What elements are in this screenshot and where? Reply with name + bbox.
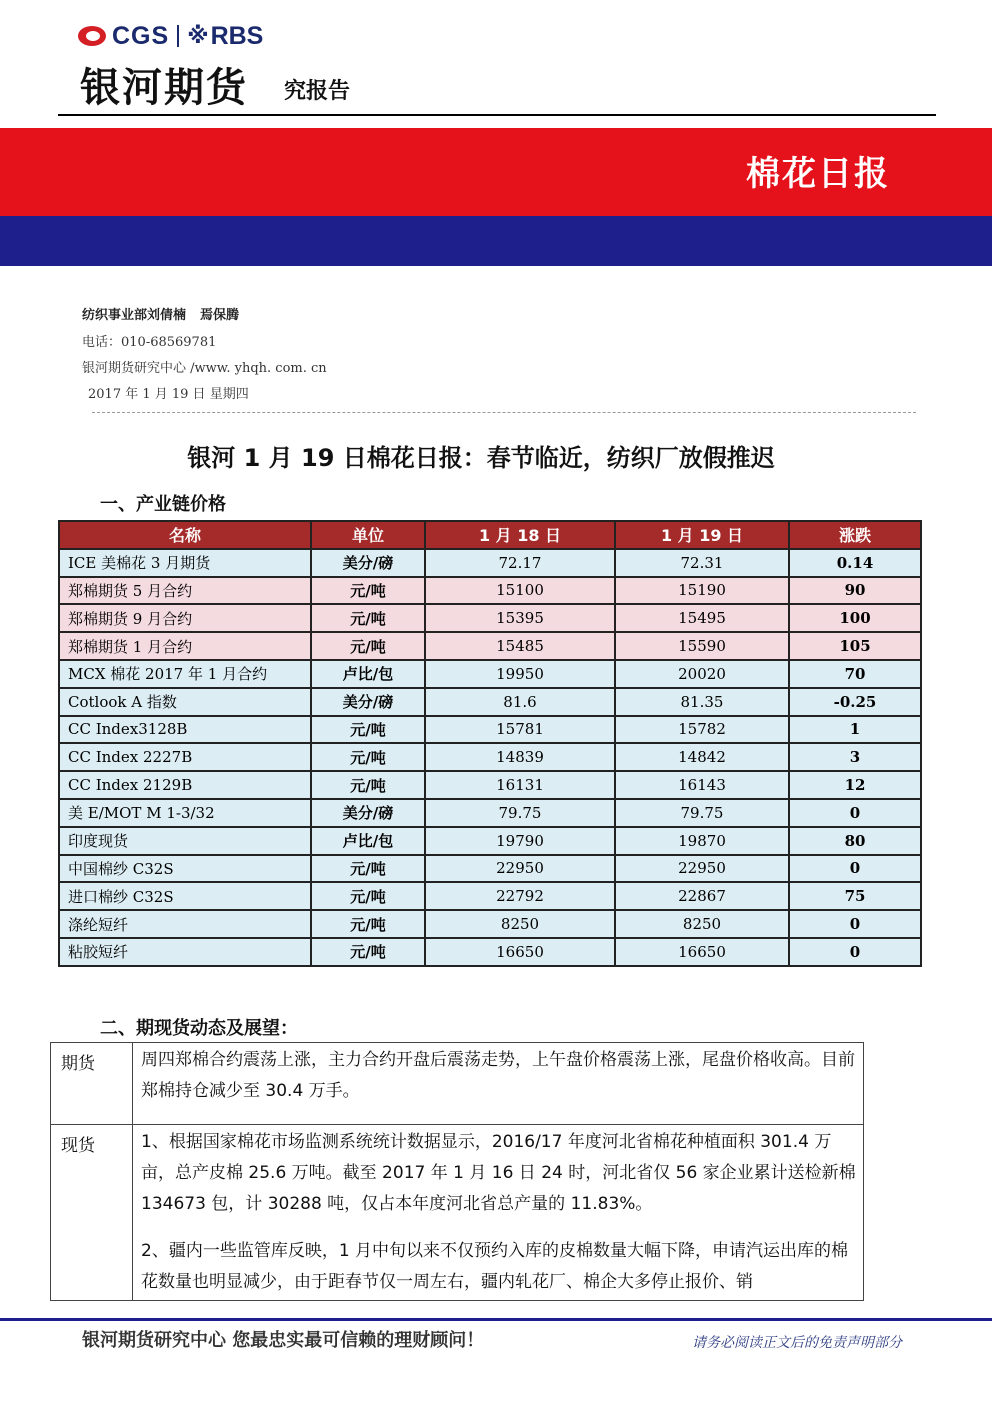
header-name: 名称 xyxy=(59,521,311,549)
row-name-cell: Cotlook A 指数 xyxy=(59,688,311,716)
row-unit-cell: 元/吨 xyxy=(311,855,425,883)
table-row xyxy=(59,855,921,883)
row-name-cell: 郑棉期货 1 月合约 xyxy=(59,632,311,660)
table-row xyxy=(59,938,921,966)
spot-paragraph-1: 1、根据国家棉花市场监测系统统计数据显示，2016/17 年度河北省棉花种植面积 301.4 万亩，总产皮棉 25.6 万吨。截至 2017 年 1 月 16 日 24 时，河北省仅 56 家企业累计送检新棉 134673 包，计 30288 吨，仅占本年度河北省总产量的 11.83%。 xyxy=(141,1132,856,1214)
row-unit-cell: 元/吨 xyxy=(311,882,425,910)
spot-paragraph-2: 2、疆内一些监管库反映，1 月中旬以来不仅预约入库的皮棉数量大幅下降，申请汽运出库的棉花数量也明显减少，由于距春节仅一周左右，疆内轧花厂、棉企大多停止报价、销 xyxy=(141,1241,849,1292)
report-title: 银河 1 月 19 日棉花日报：春节临近，纺织厂放假推迟 xyxy=(187,444,775,472)
table-row xyxy=(59,827,921,855)
banner-title: 棉花日报 xyxy=(746,154,890,194)
row-jan19-cell: 14842 xyxy=(615,743,789,771)
row-unit-cell: 元/吨 xyxy=(311,632,425,660)
row-jan19-cell: 22950 xyxy=(615,855,789,883)
table-row xyxy=(59,882,921,910)
price-table-header xyxy=(59,521,921,549)
row-name-cell: CC Index 2129B xyxy=(59,771,311,799)
table-row xyxy=(59,771,921,799)
banner-blue xyxy=(0,216,992,266)
table-row xyxy=(59,910,921,938)
table-row xyxy=(59,604,921,632)
row-change-cell: 0 xyxy=(789,910,921,938)
header-jan18: 1 月 18 日 xyxy=(425,521,615,549)
row-unit-cell: 元/吨 xyxy=(311,910,425,938)
futures-row xyxy=(51,1043,864,1125)
row-jan18-cell: 16650 xyxy=(425,938,615,966)
footer-slogan: 银河期货研究中心 您最忠实最可信赖的理财顾问！ xyxy=(82,1330,485,1351)
row-jan18-cell: 14839 xyxy=(425,743,615,771)
spot-label: 现货 xyxy=(51,1125,133,1301)
footer-disclaimer: 请务必阅读正文后的免责声明部分 xyxy=(692,1335,902,1351)
futures-label: 期货 xyxy=(51,1043,133,1125)
brand-name: 银河期货 xyxy=(80,65,248,111)
row-unit-cell: 元/吨 xyxy=(311,938,425,966)
row-unit-cell: 元/吨 xyxy=(311,771,425,799)
row-jan19-cell: 20020 xyxy=(615,660,789,688)
logo-cgs-text: CGS xyxy=(112,21,170,50)
author-line xyxy=(82,304,239,323)
header-unit: 单位 xyxy=(311,521,425,549)
row-change-cell: 1 xyxy=(789,716,921,744)
row-change-cell: 75 xyxy=(789,882,921,910)
row-name-cell: 粘胶短纤 xyxy=(59,938,311,966)
company-logo xyxy=(78,22,263,50)
row-change-cell: 3 xyxy=(789,743,921,771)
row-name-cell: 郑棉期货 5 月合约 xyxy=(59,577,311,605)
row-jan19-cell: 19870 xyxy=(615,827,789,855)
row-unit-cell: 美分/磅 xyxy=(311,688,425,716)
research-center-line: 银河期货研究中心 /www. yhqh. com. cn xyxy=(82,361,327,376)
row-jan18-cell: 16131 xyxy=(425,771,615,799)
row-name-cell: 美 E/MOT M 1-3/32 xyxy=(59,799,311,827)
row-name-cell: 印度现货 xyxy=(59,827,311,855)
row-change-cell: 90 xyxy=(789,577,921,605)
row-change-cell: 0 xyxy=(789,938,921,966)
table-row xyxy=(59,632,921,660)
row-change-cell: 12 xyxy=(789,771,921,799)
row-change-cell: 100 xyxy=(789,604,921,632)
table-row xyxy=(59,688,921,716)
row-unit-cell: 元/吨 xyxy=(311,716,425,744)
row-jan18-cell: 15781 xyxy=(425,716,615,744)
table-row xyxy=(59,549,921,577)
logo-rbs-text: RBS xyxy=(210,21,264,50)
header-change: 涨跌 xyxy=(789,521,921,549)
row-jan19-cell: 16143 xyxy=(615,771,789,799)
row-name-cell: CC Index3128B xyxy=(59,716,311,744)
row-unit-cell: 卢比/包 xyxy=(311,660,425,688)
brand-subtitle: 究报告 xyxy=(284,79,351,104)
report-date: 2017 年 1 月 19 日 星期四 xyxy=(88,387,249,402)
row-change-cell: 105 xyxy=(789,632,921,660)
row-unit-cell: 美分/磅 xyxy=(311,799,425,827)
row-jan19-cell: 15495 xyxy=(615,604,789,632)
row-change-cell: 0 xyxy=(789,799,921,827)
dashed-divider xyxy=(92,412,916,413)
spot-text xyxy=(133,1125,864,1301)
row-jan19-cell: 15190 xyxy=(615,577,789,605)
row-jan18-cell: 19950 xyxy=(425,660,615,688)
row-unit-cell: 卢比/包 xyxy=(311,827,425,855)
row-unit-cell: 美分/磅 xyxy=(311,549,425,577)
section-title-dynamics: 二、期现货动态及展望： xyxy=(100,1018,298,1039)
row-jan19-cell: 16650 xyxy=(615,938,789,966)
header-jan19: 1 月 19 日 xyxy=(615,521,789,549)
row-jan19-cell: 72.31 xyxy=(615,549,789,577)
row-name-cell: CC Index 2227B xyxy=(59,743,311,771)
row-unit-cell: 元/吨 xyxy=(311,604,425,632)
row-unit-cell: 元/吨 xyxy=(311,743,425,771)
row-jan19-cell: 15590 xyxy=(615,632,789,660)
row-jan18-cell: 15485 xyxy=(425,632,615,660)
futures-text: 周四郑棉合约震荡上涨，主力合约开盘后震荡走势，上午盘价格震荡上涨，尾盘价格收高。目前郑棉持仓减少至 30.4 万手。 xyxy=(133,1043,864,1125)
row-jan19-cell: 79.75 xyxy=(615,799,789,827)
phone-line: 电话：010-68569781 xyxy=(82,335,217,350)
row-jan18-cell: 79.75 xyxy=(425,799,615,827)
author-dept: 纺织事业部刘倩楠 xyxy=(82,308,187,323)
row-jan19-cell: 22867 xyxy=(615,882,789,910)
header-divider xyxy=(58,114,936,116)
table-row xyxy=(59,799,921,827)
row-name-cell: 进口棉纱 C32S xyxy=(59,882,311,910)
row-jan18-cell: 22792 xyxy=(425,882,615,910)
row-change-cell: 80 xyxy=(789,827,921,855)
author-name: 焉保腾 xyxy=(200,308,240,323)
row-jan19-cell: 15782 xyxy=(615,716,789,744)
row-name-cell: 郑棉期货 9 月合约 xyxy=(59,604,311,632)
price-table xyxy=(58,520,922,967)
row-name-cell: ICE 美棉花 3 月期货 xyxy=(59,549,311,577)
row-name-cell: 中国棉纱 C32S xyxy=(59,855,311,883)
row-jan18-cell: 81.6 xyxy=(425,688,615,716)
section-title-prices: 一、产业链价格 xyxy=(100,494,226,515)
row-change-cell: -0.25 xyxy=(789,688,921,716)
logo-divider xyxy=(177,25,179,47)
row-name-cell: 涤纶短纤 xyxy=(59,910,311,938)
row-jan19-cell: 8250 xyxy=(615,910,789,938)
row-jan18-cell: 15395 xyxy=(425,604,615,632)
table-row xyxy=(59,716,921,744)
table-row xyxy=(59,577,921,605)
row-unit-cell: 元/吨 xyxy=(311,577,425,605)
swirl-logo-icon xyxy=(78,23,108,49)
row-jan18-cell: 72.17 xyxy=(425,549,615,577)
footer-divider xyxy=(0,1318,992,1321)
rbs-star-icon: ※ xyxy=(187,23,209,49)
row-name-cell: MCX 棉花 2017 年 1 月合约 xyxy=(59,660,311,688)
row-jan18-cell: 22950 xyxy=(425,855,615,883)
row-change-cell: 0.14 xyxy=(789,549,921,577)
table-row xyxy=(59,660,921,688)
banner-red xyxy=(0,128,992,216)
row-change-cell: 0 xyxy=(789,855,921,883)
row-jan18-cell: 8250 xyxy=(425,910,615,938)
table-row xyxy=(59,743,921,771)
row-jan18-cell: 19790 xyxy=(425,827,615,855)
row-change-cell: 70 xyxy=(789,660,921,688)
row-jan19-cell: 81.35 xyxy=(615,688,789,716)
dynamics-table xyxy=(50,1042,864,1301)
row-jan18-cell: 15100 xyxy=(425,577,615,605)
spot-row xyxy=(51,1125,864,1301)
